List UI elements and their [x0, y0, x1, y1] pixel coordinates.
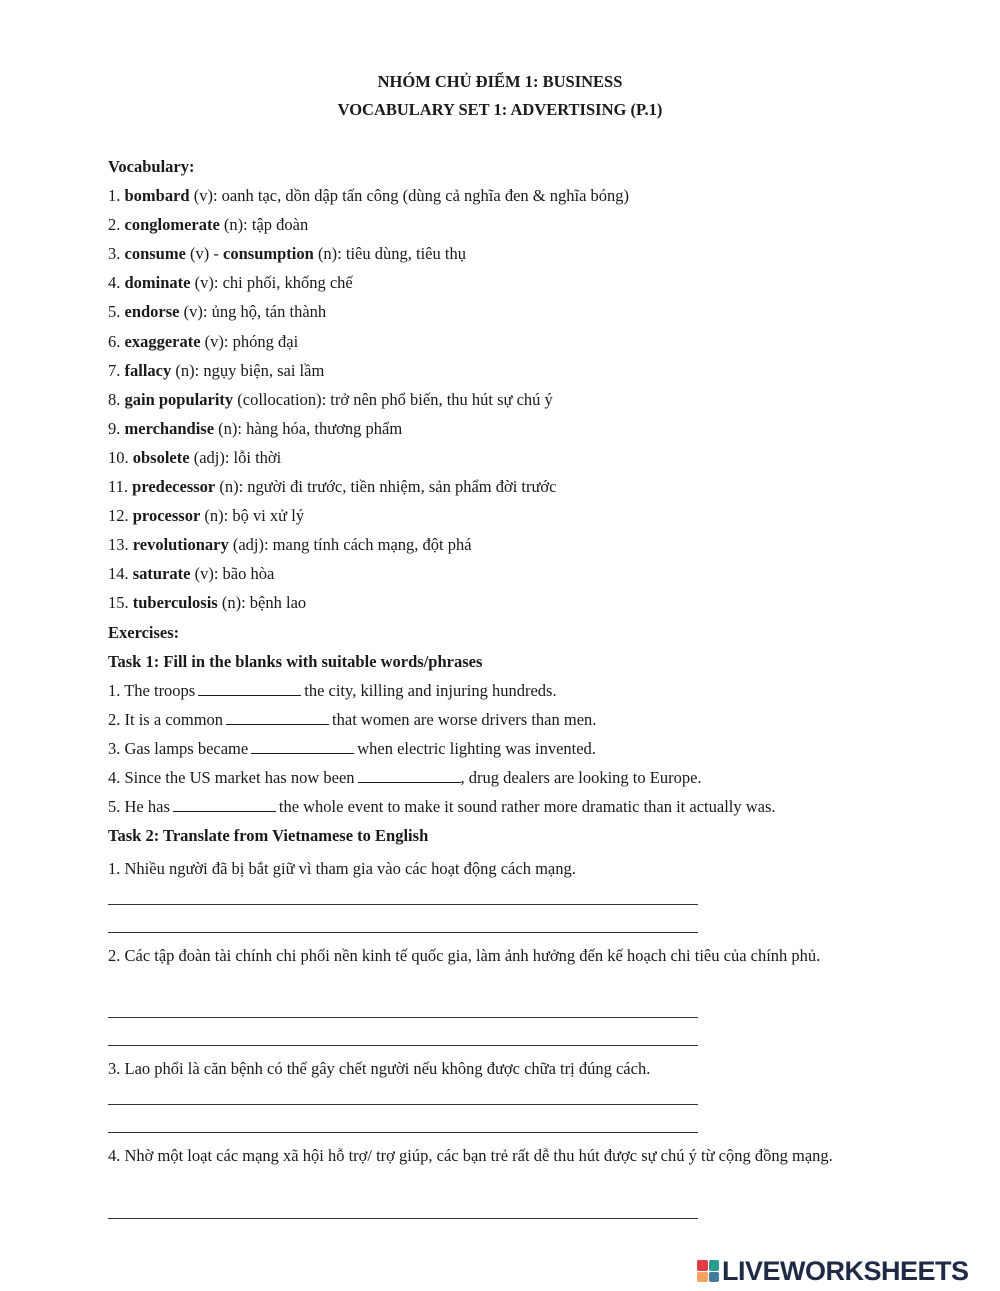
task1-heading: Task 1: Fill in the blanks with suitable words/phrases	[108, 651, 483, 671]
vocab-item: 6. exaggerate (v): phóng đại	[108, 331, 299, 351]
vocab-word: merchandise	[124, 418, 215, 438]
logo-text: LIVEWORKSHEETS	[722, 1255, 969, 1286]
vocab-item: 4. dominate (v): chi phối, khống chế	[108, 273, 353, 293]
task2-heading: Task 2: Translate from Vietnamese to English	[108, 826, 429, 846]
liveworksheets-logo	[697, 1255, 969, 1286]
vocab-word: gain popularity	[124, 389, 234, 409]
answer-line[interactable]	[108, 1104, 698, 1105]
vocab-word: conglomerate	[124, 215, 220, 235]
task1-item: 5. He has the whole event to make it sound rather more dramatic than it actually was.	[108, 797, 776, 817]
task2-item: 3. Lao phổi là căn bệnh có thể gây chết người nếu không được chữa trị đúng cách.	[108, 1059, 651, 1078]
answer-blank[interactable]	[358, 768, 461, 783]
task2-item: 4. Nhờ một loạt các mạng xã hội hỗ trợ/ trợ giúp, các bạn trẻ rất dễ thu hút được sự chú ý từ cộng đồng mạng.	[108, 1146, 833, 1165]
vocab-item: 2. conglomerate (n): tập đoàn	[108, 215, 309, 235]
vocab-item: 13. revolutionary (adj): mang tính cách mạng, đột phá	[108, 535, 472, 555]
task2-item: 2. Các tập đoàn tài chính chi phối nền kinh tế quốc gia, làm ảnh hưởng đến kế hoạch chi tiêu của chính phủ.	[108, 946, 821, 965]
vocab-word: dominate	[124, 273, 191, 293]
vocab-item: 3. consume (v) - consumption (n): tiêu dùng, tiêu thụ	[108, 244, 466, 264]
vocab-item: 14. saturate (v): bão hòa	[108, 564, 275, 584]
vocab-item: 11. predecessor (n): người đi trước, tiền nhiệm, sản phẩm đời trước	[108, 477, 557, 497]
main-content	[108, 156, 908, 854]
vocab-word: predecessor	[132, 477, 216, 497]
vocab-word: fallacy	[124, 360, 172, 380]
answer-line[interactable]	[108, 1017, 698, 1018]
answer-blank[interactable]	[251, 739, 354, 754]
vocabulary-heading: Vocabulary:	[108, 157, 195, 176]
vocab-word: obsolete	[132, 447, 190, 467]
vocab-word: endorse	[124, 302, 180, 322]
vocab-word: consume	[124, 244, 186, 264]
vocab-word: processor	[132, 506, 201, 526]
vocab-item: 9. merchandise (n): hàng hóa, thương phẩm	[108, 418, 403, 438]
answer-line[interactable]	[108, 904, 698, 905]
vocab-word: revolutionary	[132, 535, 229, 555]
vocab-word: tuberculosis	[132, 593, 218, 613]
answer-line[interactable]	[108, 1045, 698, 1046]
task2-item: 1. Nhiều người đã bị bắt giữ vì tham gia vào các hoạt động cách mạng.	[108, 859, 576, 878]
exercises-heading: Exercises:	[108, 622, 180, 642]
vocab-word: exaggerate	[124, 331, 201, 351]
task1-item: 2. It is a common that women are worse drivers than men.	[108, 709, 597, 729]
vocab-item: 1. bombard (v): oanh tạc, dồn dập tấn công (dùng cả nghĩa đen & nghĩa bóng)	[108, 186, 630, 206]
liveworksheets-logo-icon	[697, 1260, 719, 1282]
answer-line[interactable]	[108, 932, 698, 933]
vocab-item: 10. obsolete (adj): lỗi thời	[108, 447, 282, 467]
answer-blank[interactable]	[173, 797, 276, 812]
title-block	[0, 68, 1000, 124]
vocab-word: bombard	[124, 186, 190, 206]
vocab-word: saturate	[132, 564, 191, 584]
vocab-item: 8. gain popularity (collocation): trở nên phổ biến, thu hút sự chú ý	[108, 389, 553, 409]
task1-item: 3. Gas lamps became when electric lighting was invented.	[108, 738, 596, 758]
task1-item: 4. Since the US market has now been , drug dealers are looking to Europe.	[108, 767, 702, 787]
vocab-item: 15. tuberculosis (n): bệnh lao	[108, 593, 307, 613]
answer-line[interactable]	[108, 1132, 698, 1133]
vocab-item: 7. fallacy (n): ngụy biện, sai lầm	[108, 360, 325, 380]
page-subtitle: VOCABULARY SET 1: ADVERTISING (P.1)	[337, 100, 663, 119]
answer-line[interactable]	[108, 1218, 698, 1219]
page-title: NHÓM CHỦ ĐIỂM 1: BUSINESS	[377, 72, 623, 91]
vocab-word: consumption	[223, 244, 314, 264]
task1-item: 1. The troops the city, killing and injuring hundreds.	[108, 680, 557, 700]
answer-blank[interactable]	[198, 681, 301, 696]
vocab-item: 12. processor (n): bộ vi xử lý	[108, 506, 305, 526]
vocab-item: 5. endorse (v): ủng hộ, tán thành	[108, 302, 327, 322]
answer-blank[interactable]	[226, 710, 329, 725]
